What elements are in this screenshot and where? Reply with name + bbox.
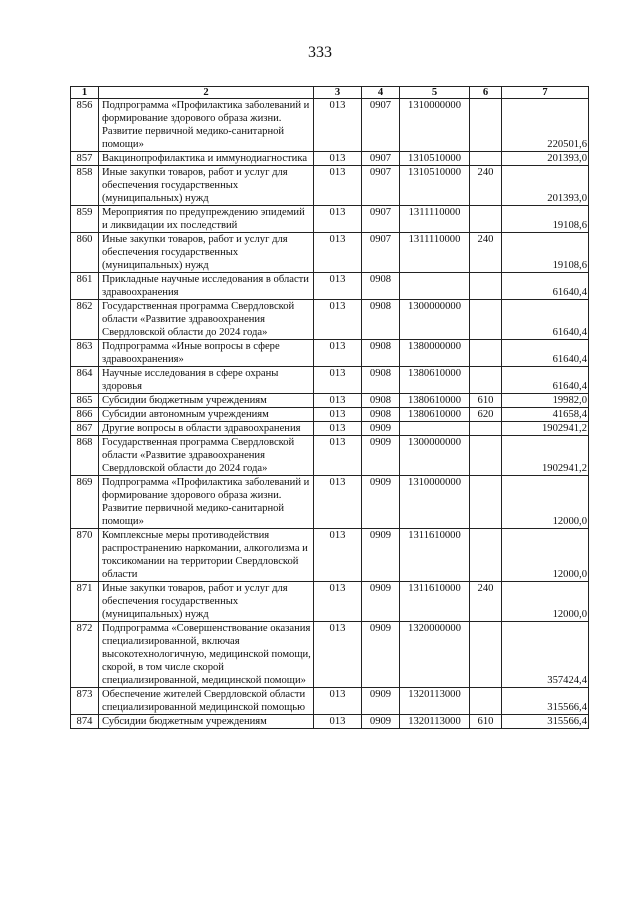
expense-type-code xyxy=(470,300,502,340)
ministry-code: 013 xyxy=(314,529,362,582)
table-row xyxy=(71,582,589,622)
amount: 19108,6 xyxy=(502,233,589,273)
row-number: 871 xyxy=(71,582,99,622)
target-article-code: 1380000000 xyxy=(400,340,470,367)
expense-type-code xyxy=(470,367,502,394)
amount: 61640,4 xyxy=(502,300,589,340)
row-number: 857 xyxy=(71,152,99,166)
target-article-code: 1380610000 xyxy=(400,408,470,422)
row-number: 862 xyxy=(71,300,99,340)
amount: 1902941,2 xyxy=(502,422,589,436)
item-name: Подпрограмма «Профилактика заболеваний и формирование здорового образа жизни. Развитие первичной медико-санитарной помощи» xyxy=(99,99,314,152)
section-code: 0909 xyxy=(362,422,400,436)
ministry-code: 013 xyxy=(314,166,362,206)
section-code: 0909 xyxy=(362,715,400,729)
amount: 220501,6 xyxy=(502,99,589,152)
section-code: 0907 xyxy=(362,152,400,166)
section-code: 0909 xyxy=(362,622,400,688)
table-body xyxy=(71,99,589,729)
ministry-code: 013 xyxy=(314,408,362,422)
table-row xyxy=(71,152,589,166)
amount: 12000,0 xyxy=(502,582,589,622)
expense-type-code: 620 xyxy=(470,408,502,422)
table-row xyxy=(71,394,589,408)
target-article-code: 1311610000 xyxy=(400,582,470,622)
ministry-code: 013 xyxy=(314,715,362,729)
target-article-code: 1300000000 xyxy=(400,436,470,476)
ministry-code: 013 xyxy=(314,273,362,300)
target-article-code: 1311110000 xyxy=(400,206,470,233)
ministry-code: 013 xyxy=(314,622,362,688)
table-row xyxy=(71,166,589,206)
table-row xyxy=(71,622,589,688)
table-row xyxy=(71,233,589,273)
row-number: 864 xyxy=(71,367,99,394)
table-row xyxy=(71,206,589,233)
row-number: 867 xyxy=(71,422,99,436)
section-code: 0908 xyxy=(362,408,400,422)
expense-type-code: 240 xyxy=(470,233,502,273)
expense-type-code: 610 xyxy=(470,715,502,729)
expense-type-code xyxy=(470,436,502,476)
table-row xyxy=(71,99,589,152)
item-name: Иные закупки товаров, работ и услуг для обеспечения государственных (муниципальных) нужд xyxy=(99,582,314,622)
column-header-2: 2 xyxy=(99,87,314,99)
item-name: Вакцинопрофилактика и иммунодиагностика xyxy=(99,152,314,166)
row-number: 860 xyxy=(71,233,99,273)
item-name: Комплексные меры противодействия распространению наркомании, алкоголизма и токсикомании на территории Свердловской области xyxy=(99,529,314,582)
item-name: Обеспечение жителей Свердловской области специализированной медицинской помощью xyxy=(99,688,314,715)
expense-type-code xyxy=(470,99,502,152)
section-code: 0909 xyxy=(362,688,400,715)
expense-type-code xyxy=(470,622,502,688)
target-article-code: 1310000000 xyxy=(400,476,470,529)
ministry-code: 013 xyxy=(314,206,362,233)
item-name: Научные исследования в сфере охраны здоровья xyxy=(99,367,314,394)
row-number: 868 xyxy=(71,436,99,476)
item-name: Государственная программа Свердловской области «Развитие здравоохранения Свердловской области до 2024 года» xyxy=(99,436,314,476)
table-row xyxy=(71,422,589,436)
row-number: 859 xyxy=(71,206,99,233)
ministry-code: 013 xyxy=(314,233,362,273)
target-article-code: 1310510000 xyxy=(400,166,470,206)
column-header-3: 3 xyxy=(314,87,362,99)
section-code: 0908 xyxy=(362,273,400,300)
ministry-code: 013 xyxy=(314,394,362,408)
row-number: 866 xyxy=(71,408,99,422)
amount: 315566,4 xyxy=(502,688,589,715)
expense-type-code: 240 xyxy=(470,166,502,206)
page-number: 333 xyxy=(308,44,332,61)
target-article-code: 1380610000 xyxy=(400,394,470,408)
amount: 19108,6 xyxy=(502,206,589,233)
section-code: 0908 xyxy=(362,340,400,367)
header-row xyxy=(71,87,589,99)
section-code: 0909 xyxy=(362,582,400,622)
table-row xyxy=(71,367,589,394)
item-name: Другие вопросы в области здравоохранения xyxy=(99,422,314,436)
amount: 201393,0 xyxy=(502,166,589,206)
ministry-code: 013 xyxy=(314,582,362,622)
item-name: Подпрограмма «Иные вопросы в сфере здравоохранения» xyxy=(99,340,314,367)
expense-type-code xyxy=(470,340,502,367)
amount: 12000,0 xyxy=(502,529,589,582)
amount: 61640,4 xyxy=(502,367,589,394)
amount: 1902941,2 xyxy=(502,436,589,476)
table-row xyxy=(71,340,589,367)
budget-table xyxy=(70,86,589,729)
table-row xyxy=(71,688,589,715)
section-code: 0908 xyxy=(362,394,400,408)
row-number: 873 xyxy=(71,688,99,715)
amount: 19982,0 xyxy=(502,394,589,408)
ministry-code: 013 xyxy=(314,476,362,529)
ministry-code: 013 xyxy=(314,367,362,394)
column-header-7: 7 xyxy=(502,87,589,99)
item-name: Иные закупки товаров, работ и услуг для обеспечения государственных (муниципальных) нужд xyxy=(99,166,314,206)
column-header-6: 6 xyxy=(470,87,502,99)
item-name: Прикладные научные исследования в области здравоохранения xyxy=(99,273,314,300)
section-code: 0908 xyxy=(362,300,400,340)
expense-type-code: 610 xyxy=(470,394,502,408)
table-row xyxy=(71,408,589,422)
item-name: Мероприятия по предупреждению эпидемий и ликвидации их последствий xyxy=(99,206,314,233)
table-row xyxy=(71,300,589,340)
amount: 357424,4 xyxy=(502,622,589,688)
target-article-code: 1300000000 xyxy=(400,300,470,340)
section-code: 0907 xyxy=(362,166,400,206)
target-article-code: 1310510000 xyxy=(400,152,470,166)
expense-type-code xyxy=(470,273,502,300)
amount: 315566,4 xyxy=(502,715,589,729)
amount: 201393,0 xyxy=(502,152,589,166)
column-header-5: 5 xyxy=(400,87,470,99)
expense-type-code xyxy=(470,688,502,715)
expense-type-code xyxy=(470,206,502,233)
item-name: Субсидии бюджетным учреждениям xyxy=(99,394,314,408)
ministry-code: 013 xyxy=(314,300,362,340)
table-row xyxy=(71,273,589,300)
target-article-code: 1320113000 xyxy=(400,688,470,715)
target-article-code xyxy=(400,422,470,436)
table-row xyxy=(71,476,589,529)
amount: 41658,4 xyxy=(502,408,589,422)
item-name: Государственная программа Свердловской области «Развитие здравоохранения Свердловской области до 2024 года» xyxy=(99,300,314,340)
ministry-code: 013 xyxy=(314,688,362,715)
section-code: 0909 xyxy=(362,476,400,529)
item-name: Иные закупки товаров, работ и услуг для обеспечения государственных (муниципальных) нужд xyxy=(99,233,314,273)
row-number: 869 xyxy=(71,476,99,529)
row-number: 870 xyxy=(71,529,99,582)
row-number: 872 xyxy=(71,622,99,688)
row-number: 865 xyxy=(71,394,99,408)
expense-type-code xyxy=(470,422,502,436)
item-name: Субсидии автономным учреждениям xyxy=(99,408,314,422)
item-name: Подпрограмма «Совершенствование оказания специализированной, включая высокотехнологичную, медицинской помощи, скорой, в том числе скорой специализированной, медицинской помощи» xyxy=(99,622,314,688)
item-name: Субсидии бюджетным учреждениям xyxy=(99,715,314,729)
expense-type-code xyxy=(470,152,502,166)
amount: 12000,0 xyxy=(502,476,589,529)
row-number: 858 xyxy=(71,166,99,206)
expense-type-code xyxy=(470,476,502,529)
target-article-code: 1310000000 xyxy=(400,99,470,152)
ministry-code: 013 xyxy=(314,152,362,166)
table-row xyxy=(71,436,589,476)
item-name: Подпрограмма «Профилактика заболеваний и формирование здорового образа жизни. Развитие первичной медико-санитарной помощи» xyxy=(99,476,314,529)
target-article-code: 1320000000 xyxy=(400,622,470,688)
target-article-code xyxy=(400,273,470,300)
amount: 61640,4 xyxy=(502,273,589,300)
table-row xyxy=(71,529,589,582)
section-code: 0909 xyxy=(362,436,400,476)
expense-type-code xyxy=(470,529,502,582)
column-header-4: 4 xyxy=(362,87,400,99)
section-code: 0908 xyxy=(362,367,400,394)
section-code: 0907 xyxy=(362,206,400,233)
expense-type-code: 240 xyxy=(470,582,502,622)
ministry-code: 013 xyxy=(314,422,362,436)
row-number: 856 xyxy=(71,99,99,152)
section-code: 0909 xyxy=(362,529,400,582)
target-article-code: 1320113000 xyxy=(400,715,470,729)
section-code: 0907 xyxy=(362,233,400,273)
row-number: 874 xyxy=(71,715,99,729)
ministry-code: 013 xyxy=(314,340,362,367)
target-article-code: 1380610000 xyxy=(400,367,470,394)
target-article-code: 1311110000 xyxy=(400,233,470,273)
ministry-code: 013 xyxy=(314,436,362,476)
section-code: 0907 xyxy=(362,99,400,152)
column-header-1: 1 xyxy=(71,87,99,99)
row-number: 861 xyxy=(71,273,99,300)
row-number: 863 xyxy=(71,340,99,367)
ministry-code: 013 xyxy=(314,99,362,152)
target-article-code: 1311610000 xyxy=(400,529,470,582)
table-row xyxy=(71,715,589,729)
amount: 61640,4 xyxy=(502,340,589,367)
